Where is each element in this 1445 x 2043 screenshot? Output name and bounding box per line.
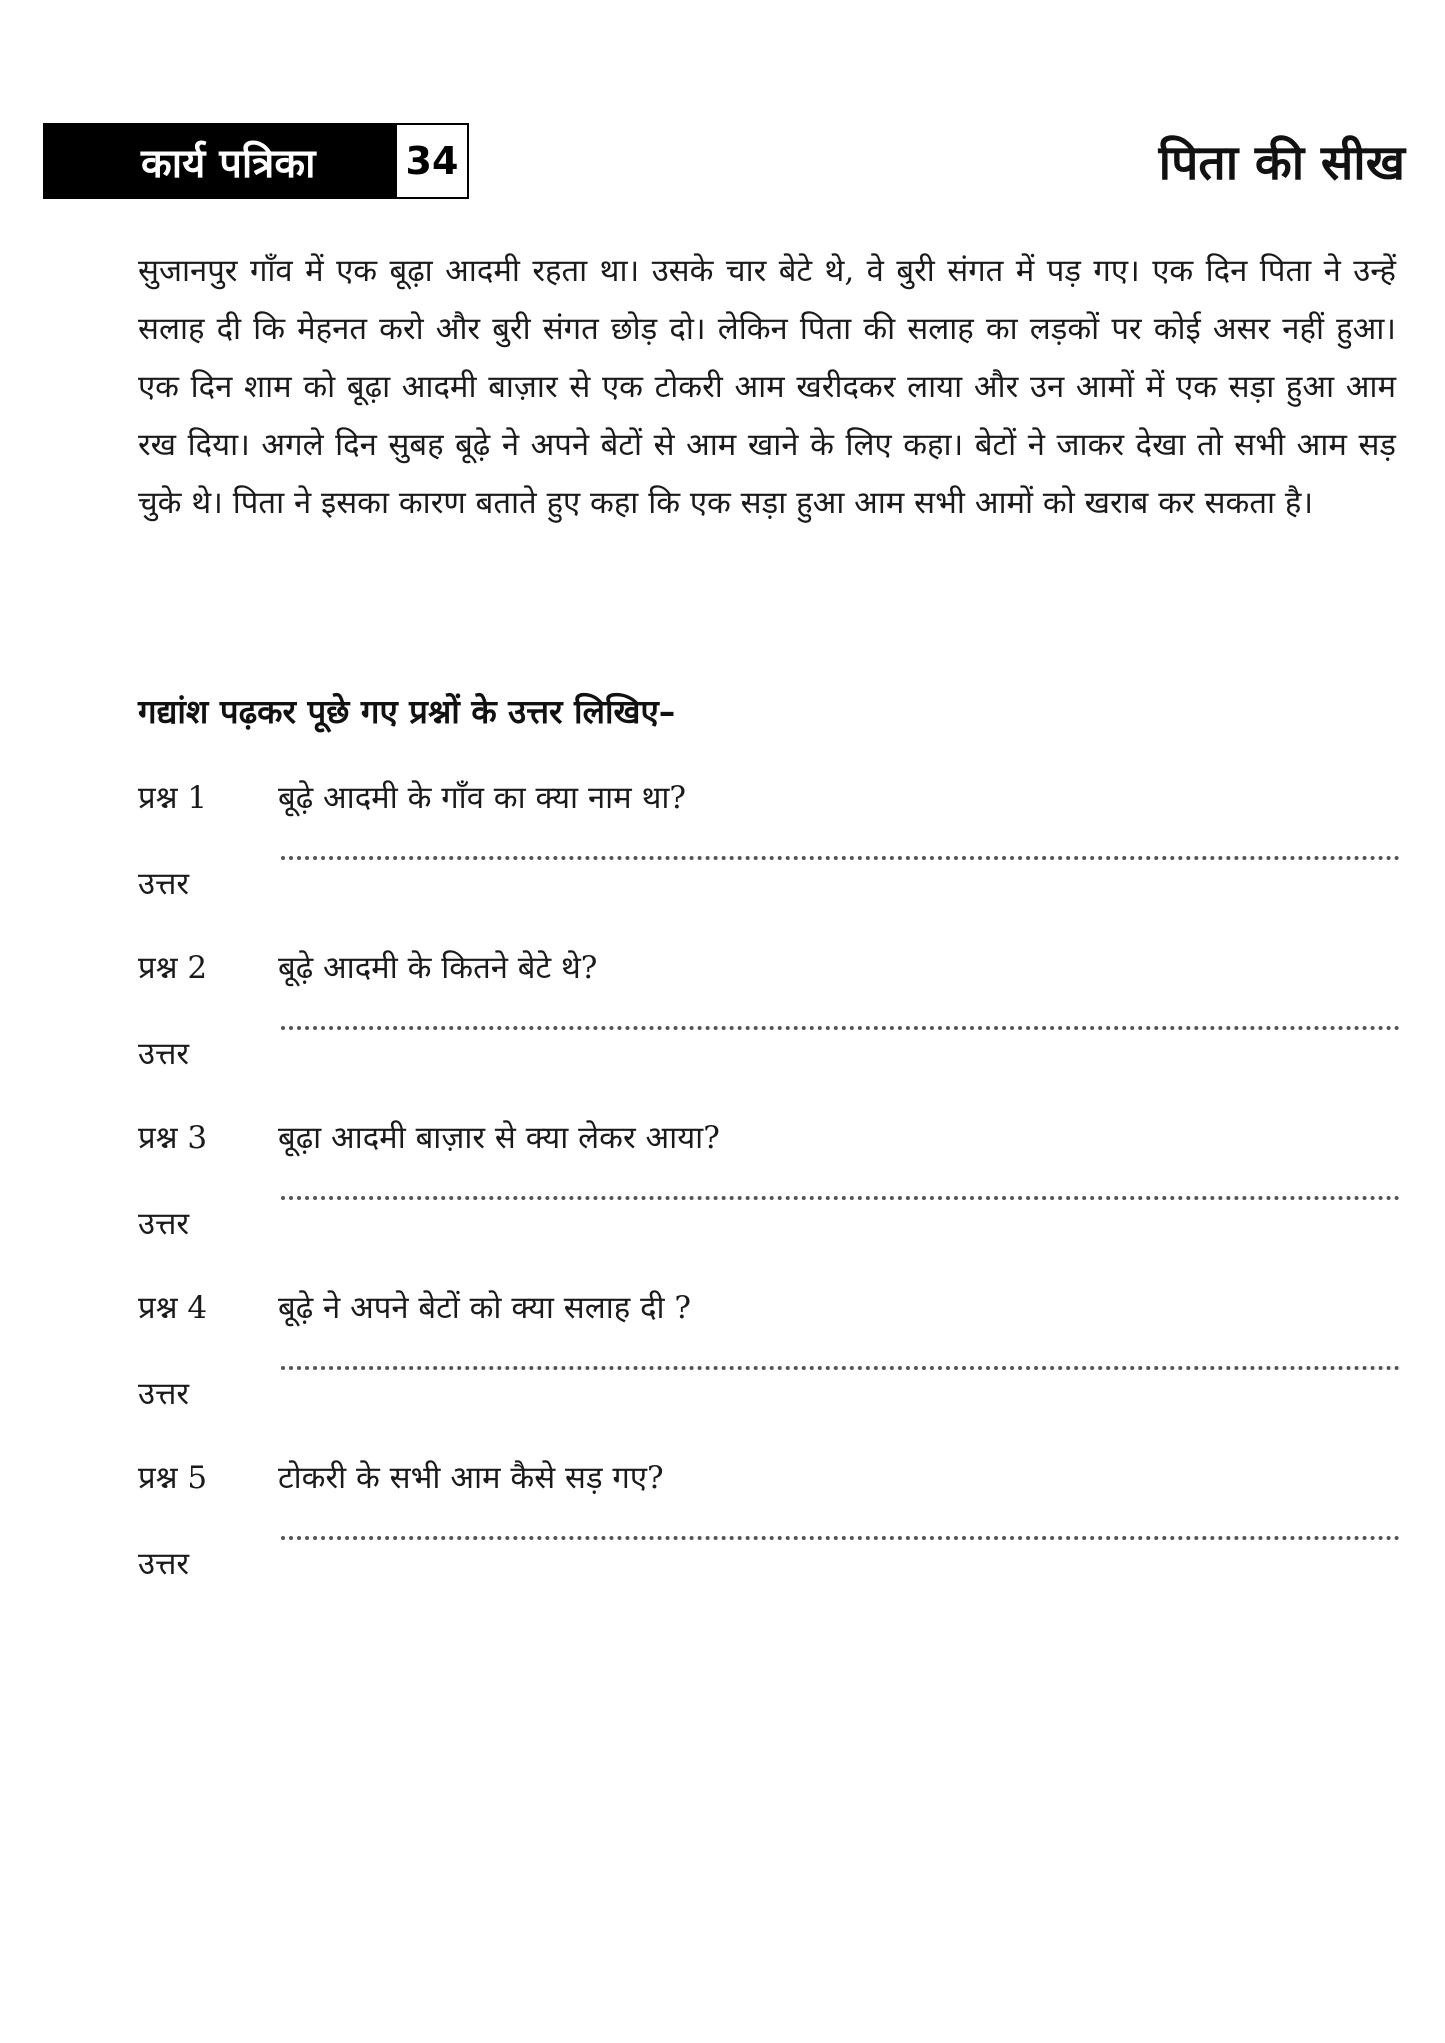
question-label: प्रश्न 5 bbox=[138, 1460, 208, 1496]
question-text: बूढ़े आदमी के कितने बेटे थे? bbox=[278, 950, 598, 986]
question-text: बूढ़ा आदमी बाज़ार से क्या लेकर आया? bbox=[278, 1120, 720, 1156]
answer-line[interactable] bbox=[281, 1536, 1400, 1540]
answer-label: उत्तर bbox=[138, 1546, 190, 1582]
question-text: टोकरी के सभी आम कैसे सड़ गए? bbox=[278, 1460, 664, 1496]
worksheet-number: 34 bbox=[395, 125, 467, 197]
answer-line[interactable] bbox=[281, 1026, 1400, 1030]
answer-label: उत्तर bbox=[138, 1036, 190, 1072]
answer-label: उत्तर bbox=[138, 1376, 190, 1412]
answer-label: उत्तर bbox=[138, 866, 190, 902]
question-block-4 bbox=[138, 1286, 1400, 1456]
question-label: प्रश्न 4 bbox=[138, 1290, 208, 1326]
answer-label: उत्तर bbox=[138, 1206, 190, 1242]
answer-line[interactable] bbox=[281, 1196, 1400, 1200]
answer-line[interactable] bbox=[281, 1366, 1400, 1370]
question-text: बूढ़े आदमी के गाँव का क्या नाम था? bbox=[278, 780, 687, 816]
question-block-1 bbox=[138, 776, 1400, 946]
question-text: बूढ़े ने अपने बेटों को क्या सलाह दी ? bbox=[278, 1290, 692, 1326]
worksheet-header bbox=[43, 123, 1405, 199]
question-label: प्रश्न 2 bbox=[138, 950, 208, 986]
answer-line[interactable] bbox=[281, 856, 1400, 860]
question-block-3 bbox=[138, 1116, 1400, 1286]
question-label: प्रश्न 3 bbox=[138, 1120, 208, 1156]
worksheet-label: कार्य पत्रिका bbox=[45, 125, 395, 197]
worksheet-badge bbox=[43, 123, 469, 199]
instruction-text: गद्यांश पढ़कर पूछे गए प्रश्नों के उत्तर लिखिए– bbox=[138, 692, 676, 731]
question-block-2 bbox=[138, 946, 1400, 1116]
passage-text: सुजानपुर गाँव में एक बूढ़ा आदमी रहता था। उसके चार बेटे थे, वे बुरी संगत में पड़ गए। एक दिन पिता ने उन्हें सलाह दी कि मेहनत करो और बुरी संगत छोड़ दो। लेकिन पिता की सलाह का लड़कों पर कोई असर नहीं हुआ। एक दिन शाम को बूढ़ा आदमी बाज़ार से एक टोकरी आम खरीदकर लाया और उन आमों में एक सड़ा हुआ आम रख दिया। अगले दिन सुबह बूढ़े ने अपने बेटों से आम खाने के लिए कहा। बेटों ने जाकर देखा तो सभी आम सड़ चुके थे। पिता ने इसका कारण बताते हुए कहा कि एक सड़ा हुआ आम सभी आमों को खराब कर सकता है। bbox=[138, 253, 1396, 521]
page-title: पिता की सीख bbox=[1158, 134, 1405, 191]
question-block-5 bbox=[138, 1456, 1400, 1626]
question-label: प्रश्न 1 bbox=[138, 780, 208, 816]
